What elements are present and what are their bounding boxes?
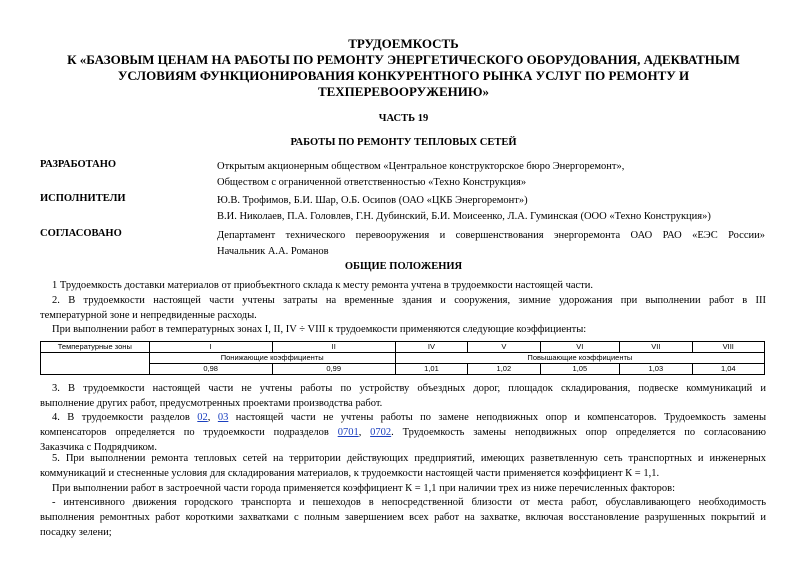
agreed-value [217,228,765,260]
executors-label: ИСПОЛНИТЕЛИ [40,193,126,204]
executors-line-1: Ю.В. Трофимов, Б.И. Шар, О.Б. Осипов (ОАО «ЦКБ Энергоремонт») [217,195,528,206]
table-row [41,342,765,353]
paragraph-4: 4. В трудоемкости разделов 02, 03 настоящей части не учтены работы по замене неподвижных опор и компенсаторов. Трудоемкость замены компенсаторов определяется по трудоемкости подразделов 0701, 0702. Трудоемкость замены неподвижных опор определяется по согласованию Заказчика с Подрядчиком. [40,412,767,453]
developed-line-1: Открытым акционерным обществом «Центральное конструкторское бюро Энергоремонт», [217,161,625,172]
zone-cell: VIII [692,342,764,353]
coef-cell: 1,04 [692,364,764,375]
paragraph-1: 1 Трудоемкость доставки материалов от приобъектного склада к месту ремонта учтена в трудоемкости настоящей части. [52,280,594,291]
coefficient-table [40,341,765,375]
executors-line-2: В.И. Николаев, П.А. Головлев, Г.Н. Дубинский, Б.И. Моисеенко, Л.А. Гуминская (ООО «Техно Конструкция») [217,211,711,222]
raising-header-cell: Повышающие коэффициенты [395,353,764,364]
paragraph-6: При выполнении работ в застроечной части города применяется коэффициент К = 1,1 при наличии трех из ниже перечисленных факторов: [52,483,676,494]
doc-title-line-3: УСЛОВИЯМ ФУНКЦИОНИРОВАНИЯ КОНКУРЕНТНОГО РЫНКА УСЛУГ ПО РЕМОНТУ И [117,68,690,83]
zone-header-cell: Температурные зоны [41,342,150,353]
agreed-line-1: Департамент технического перевооружения и совершенствования энергоремонта ОАО РАО «ЕЭС России» [217,230,765,241]
table-row [41,353,765,364]
coef-cell: 0,98 [149,364,272,375]
zone-cell: II [272,342,395,353]
coef-cell: 1,02 [468,364,540,375]
table-row [41,364,765,375]
zone-cell: VII [620,342,692,353]
empty-cell [41,353,150,375]
developed-label: РАЗРАБОТАНО [40,159,117,170]
paragraph-2b: При выполнении работ в температурных зонах I, II, IV ÷ VIII к трудоемкости применяются следующие коэффициенты: [52,324,587,335]
paragraph-7: - интенсивного движения городского транспорта и пешеходов в непосредственной близости от места работ, обуславливающего необходимость выполнения ремонтных работ короткими захватками с полным завершением всех работ на захватке, включая восстановление разрушенных покрытий и посадку зелени; [40,497,766,538]
zone-cell: I [149,342,272,353]
part-number: ЧАСТЬ 19 [378,113,429,124]
executors-value [217,193,765,225]
paragraph-3: 3. В трудоемкости настоящей части не учтены работы по устройству объездных дорог, площадок складирования, подвеске коммуникаций и выполнение других работ, предусмотренных проектами производства работ. [40,383,766,409]
section-title: ОБЩИЕ ПОЛОЖЕНИЯ [344,261,463,272]
developed-value [217,159,765,191]
doc-title-line-2: К «БАЗОВЫМ ЦЕНАМ НА РАБОТЫ ПО РЕМОНТУ ЭНЕРГЕТИЧЕСКОГО ОБОРУДОВАНИЯ, АДЕКВАТНЫМ [67,52,740,67]
paragraph-2: 2. В трудоемкости настоящей части учтены затраты на временные здания и сооружения, зимние удорожания при выполнении работ в III температурной зоне и непредвиденные расходы. [40,295,766,321]
coef-cell: 1,05 [540,364,620,375]
paragraph-5: 5. При выполнении ремонта тепловых сетей на территории действующих предприятий, имеющих разветвленную сеть транспортных и инженерных коммуникаций и стесненные условия для складирования материалов, к трудоемкости настоящей части применяется коэффициент К = 1,1. [40,453,766,479]
zone-cell: VI [540,342,620,353]
section-link-02[interactable]: 02 [197,412,208,423]
subsection-link-0701[interactable]: 0701 [337,427,359,438]
part-subtitle: РАБОТЫ ПО РЕМОНТУ ТЕПЛОВЫХ СЕТЕЙ [290,137,517,148]
agreed-label: СОГЛАСОВАНО [40,228,122,239]
doc-title-line-4: ТЕХПЕРЕВООРУЖЕНИЮ» [317,84,490,99]
coef-cell: 1,01 [395,364,467,375]
agreed-line-2: Начальник А.А. Романов [217,246,329,257]
developed-line-2: Обществом с ограниченной ответственностью «Техно Конструкция» [217,177,527,188]
subsection-link-0702[interactable]: 0702 [370,427,392,438]
section-link-03[interactable]: 03 [217,412,229,423]
doc-title: ТРУДОЕМКОСТЬ [348,36,459,51]
lowering-header-cell: Понижающие коэффициенты [149,353,395,364]
coef-cell: 0,99 [272,364,395,375]
zone-cell: IV [395,342,467,353]
zone-cell: V [468,342,540,353]
coef-cell: 1,03 [620,364,692,375]
